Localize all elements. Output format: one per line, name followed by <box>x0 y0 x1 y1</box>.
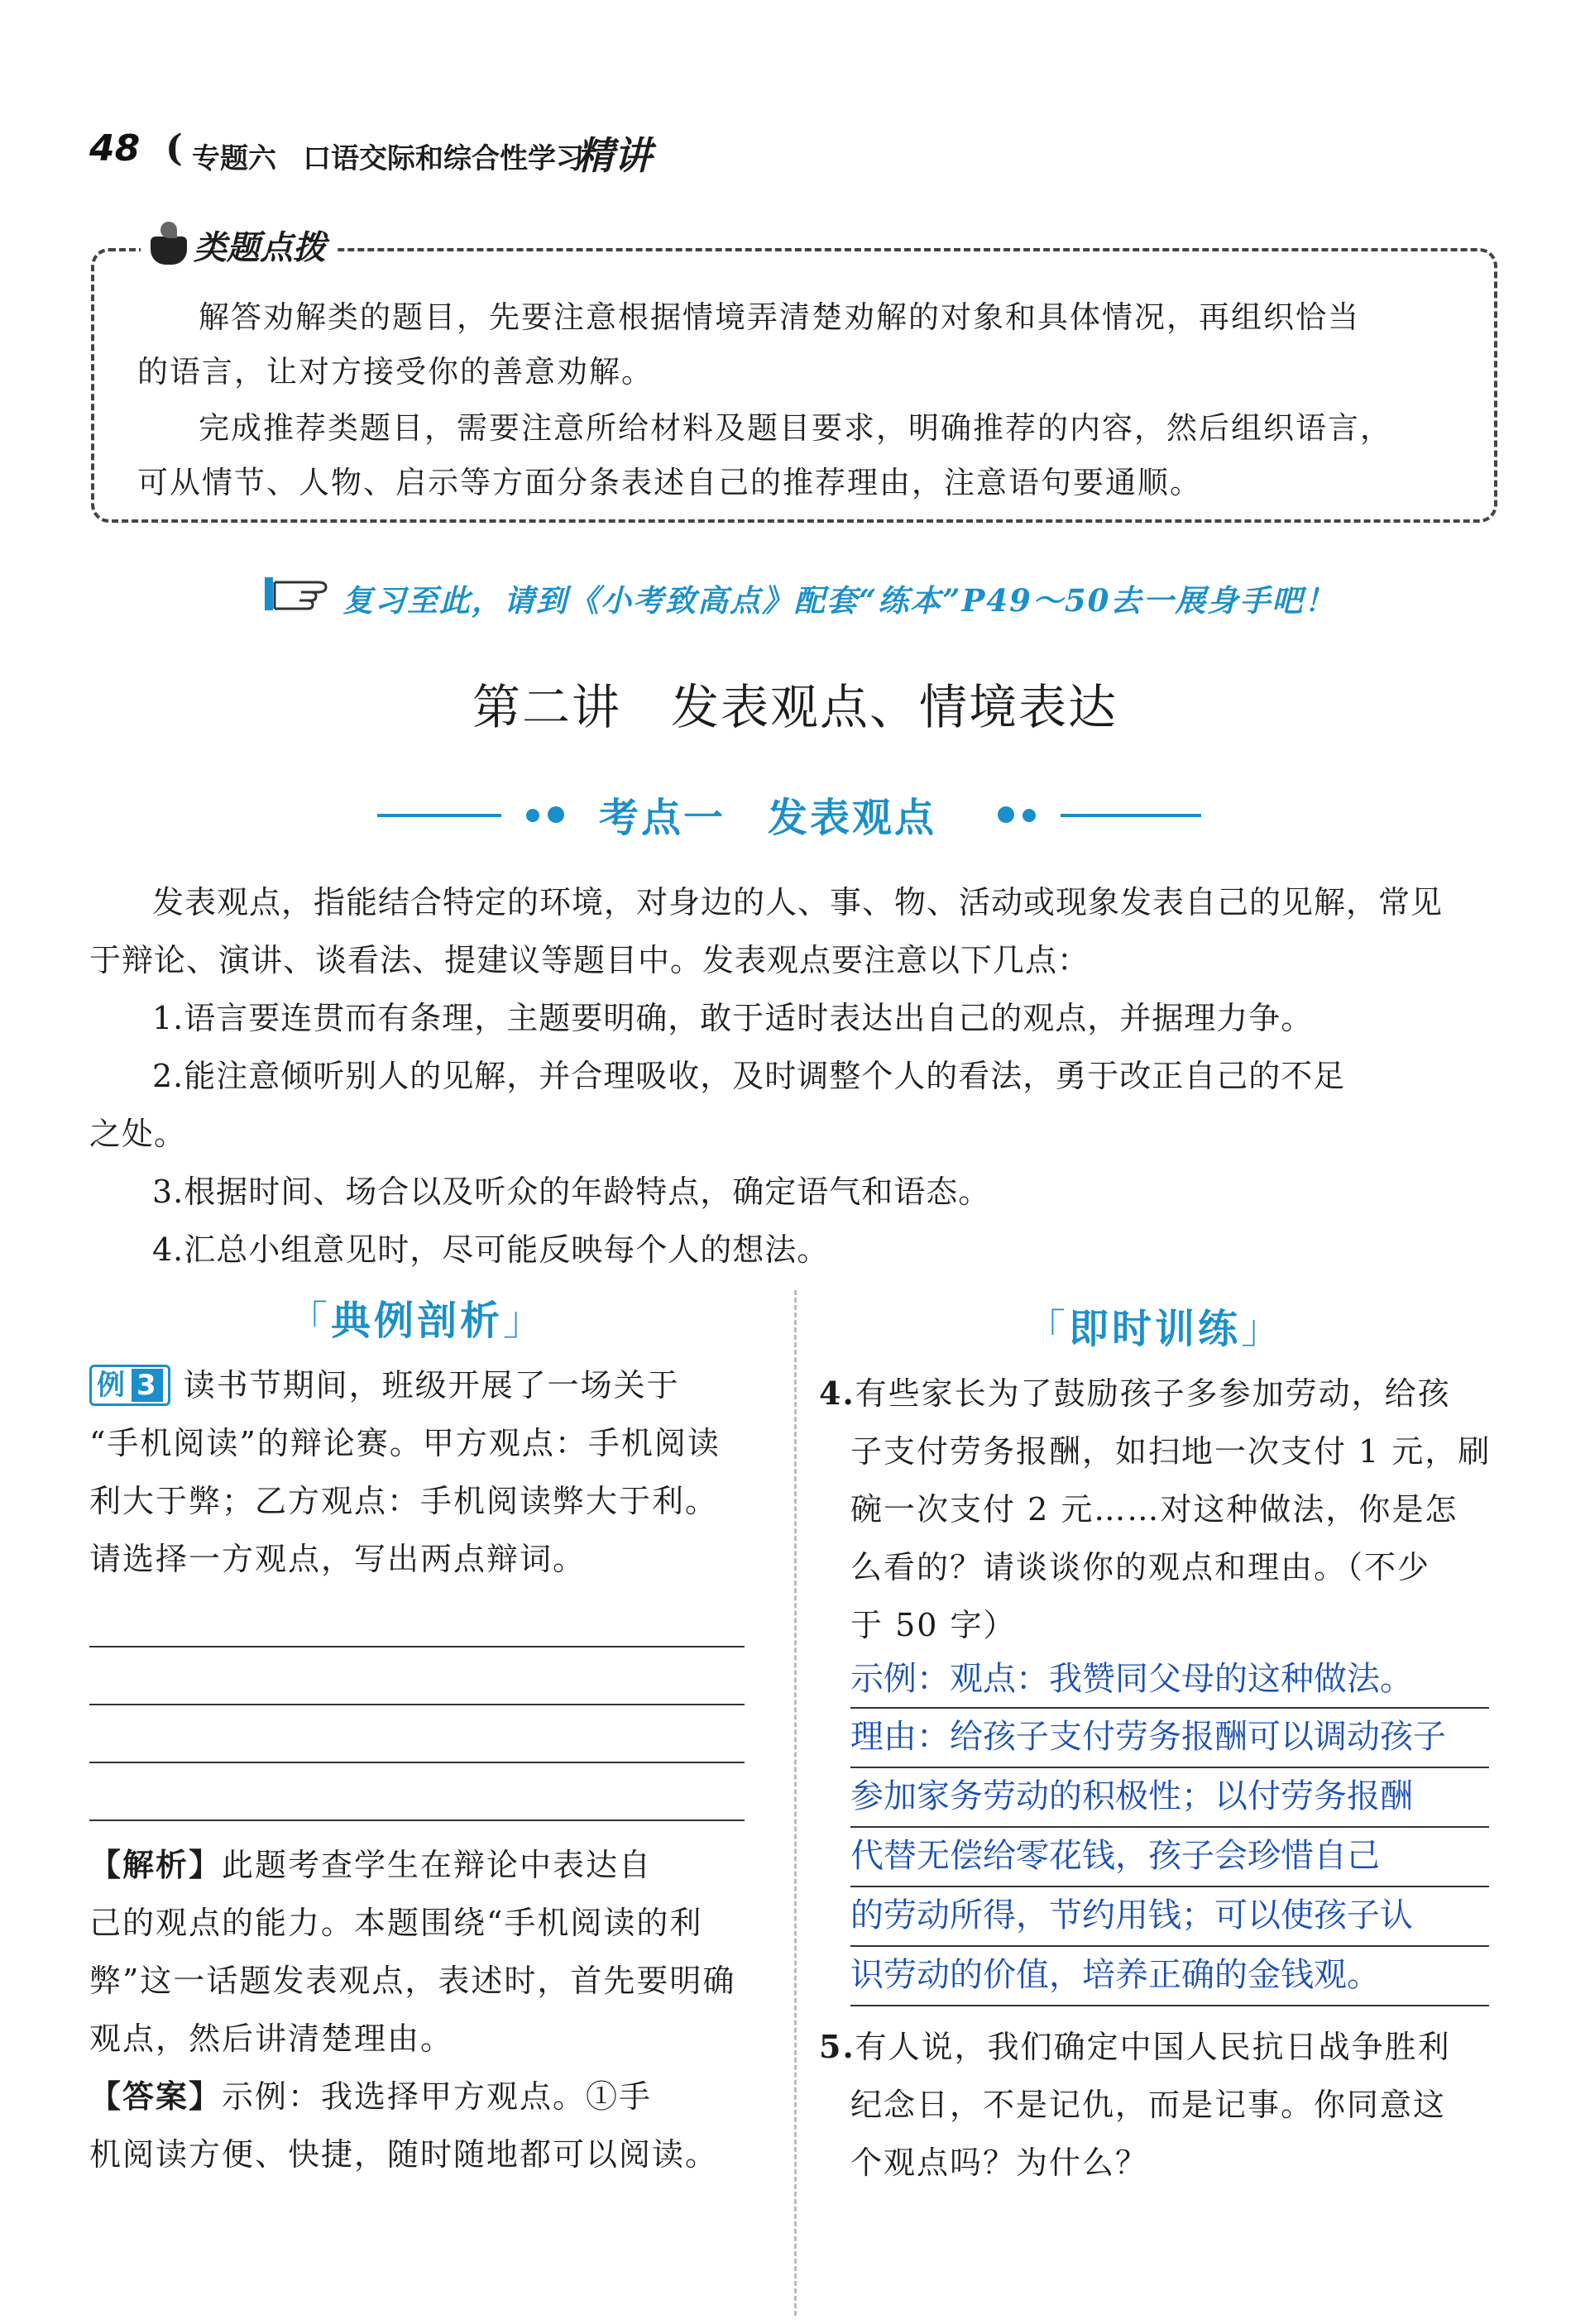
pointing-hand-icon <box>263 571 329 615</box>
section-heading <box>0 786 1590 844</box>
intro-line1: 发表观点，指能结合特定的环境，对身边的人、事、物、活动或现象发表自己的见解，常见 <box>152 884 1444 921</box>
answer-line1-text: 示例：我选择甲方观点。①手 <box>222 2078 653 2115</box>
plant-icon <box>151 237 187 265</box>
example-q-line3: 利大于弊；乙方观点：手机阅读弊大于利。 <box>89 1483 719 1519</box>
intro-line2: 于辩论、演讲、谈看法、提建议等题目中。发表观点要注意以下几点： <box>89 942 1090 978</box>
tip-title <box>141 222 336 269</box>
right-column-heading: 「即时训练」 <box>1026 1306 1285 1352</box>
point-1: 1.语言要连贯而有条理，主题要明确，敢于适时表达出自己的观点，并据理力争。 <box>152 1000 1314 1036</box>
q4-line1 <box>819 1365 1497 1423</box>
q5-number: 5. <box>819 2028 855 2065</box>
point-3: 3.根据时间、场合以及听众的年龄特点，确定语气和语态。 <box>152 1174 991 1210</box>
heading-dot <box>1022 809 1036 822</box>
q5-line2: 纪念日，不是记仇，而是记事。你同意这 <box>850 2087 1447 2123</box>
q4-answer-line1: 示例：观点：我赞同父母的这种做法。 <box>850 1660 1413 1698</box>
example-q-line1-text: 读书节期间，班级开展了一场关于 <box>183 1367 680 1403</box>
example-question-line1 <box>89 1356 751 1414</box>
example-q-line4: 请选择一方观点，写出两点辩词。 <box>89 1541 587 1577</box>
point-2-line2: 之处。 <box>89 1116 187 1152</box>
analysis-tag: 【解析】 <box>89 1846 223 1883</box>
answer-blank-line <box>89 1646 745 1647</box>
left-column-heading: 「典例剖析」 <box>288 1298 547 1344</box>
answer-tag: 【答案】 <box>89 2078 223 2115</box>
q4-line2: 子支付劳务报酬，如扫地一次支付 1 元，刷 <box>850 1433 1492 1470</box>
q4-answer-line3: 参加家务劳动的积极性；以付劳务报酬 <box>850 1777 1413 1815</box>
page-header <box>89 124 768 190</box>
q4-line3: 碗一次支付 2 元……对这种做法，你是怎 <box>850 1491 1458 1528</box>
page-number: 48 <box>89 127 141 170</box>
column-divider <box>794 1290 797 2316</box>
q4-answer-line2: 理由：给孩子支付劳务报酬可以调动孩子 <box>850 1718 1446 1756</box>
header-topic: 专题六 <box>192 142 276 175</box>
tip-para2-line1: 完成推荐类题目，需要注意所给材料及题目要求，明确推荐的内容，然后组织语言， <box>199 410 1392 446</box>
analysis-line1 <box>89 1836 751 1894</box>
section-heading-text: 考点一 发表观点 <box>599 795 937 841</box>
answer-line1 <box>89 2068 751 2126</box>
q5-line1-text: 有人说，我们确定中国人民抗日战争胜利 <box>855 2029 1451 2065</box>
tip-para2-line2: 可从情节、人物、启示等方面分条表述自己的推荐理由，注意语句要通顺。 <box>137 465 1202 500</box>
header-title: 口语交际和综合性学习 <box>303 142 584 175</box>
tip-para1-line2: 的语言，让对方接受你的善意劝解。 <box>137 354 654 390</box>
lecture-title: 第二讲 发表观点、情境表达 <box>472 679 1118 735</box>
right-heading-text: 即时训练 <box>1069 1306 1242 1352</box>
q4-answer-line6: 识劳动的价值，培养正确的金钱观。 <box>850 1956 1380 1994</box>
q4-number: 4. <box>819 1375 855 1412</box>
example-badge: 例 3 <box>89 1365 170 1406</box>
q4-answer-line5: 的劳动所得，节约用钱；可以使孩子认 <box>850 1896 1413 1934</box>
tip-box <box>91 248 1497 523</box>
tip-paragraph-1 <box>137 289 1461 346</box>
answer-rule <box>850 2005 1489 2006</box>
point-2-line1: 2.能注意倾听别人的见解，并合理吸收，及时调整个人的看法，勇于改正自己的不足 <box>152 1058 1346 1094</box>
answer-blank-line <box>89 1820 745 1821</box>
q4-line5: 于 50 字） <box>850 1607 1017 1643</box>
review-banner-text: 复习至此，请到《小考致高点》配套“练本”P49～50去一展身手吧！ <box>342 582 1337 619</box>
header-tag: 精讲 <box>576 133 652 178</box>
tip-title-text: 类题点拨 <box>194 228 326 267</box>
analysis-line1-text: 此题考查学生在辩论中表达自 <box>222 1847 653 1883</box>
q5-line3: 个观点吗？为什么？ <box>850 2145 1149 2181</box>
analysis-line4: 观点，然后讲清楚理由。 <box>89 2020 454 2057</box>
q4-line1-text: 有些家长为了鼓励孩子多参加劳动，给孩 <box>855 1375 1451 1412</box>
tip-para1-line1: 解答劝解类的题目，先要注意根据情境弄清楚劝解的对象和具体情况，再组织恰当 <box>199 299 1360 335</box>
heading-left-line <box>377 814 501 817</box>
answer-blank-line <box>89 1704 745 1705</box>
heading-dot <box>526 809 539 822</box>
q5-line1 <box>819 2018 1497 2076</box>
answer-blank-line <box>89 1762 745 1763</box>
answer-line2: 机阅读方便、快捷，随时随地都可以阅读。 <box>89 2136 719 2173</box>
review-banner <box>263 571 1339 620</box>
heading-dot <box>998 806 1014 823</box>
q4-line4: 么看的？请谈谈你的观点和理由。（不少 <box>850 1549 1431 1585</box>
example-q-line2: “手机阅读”的辩论赛。甲方观点：手机阅读 <box>89 1425 721 1461</box>
left-heading-text: 典例剖析 <box>331 1298 504 1344</box>
point-4: 4.汇总小组意见时，尽可能反映每个人的想法。 <box>152 1231 830 1268</box>
q4-answer-line4: 代替无偿给零花钱，孩子会珍惜自己 <box>850 1837 1380 1875</box>
analysis-line2: 己的观点的能力。本题围绕“手机阅读的利 <box>89 1905 703 1941</box>
header-bracket-decoration: ( <box>165 127 183 170</box>
analysis-line3: 弊”这一话题发表观点，表述时，首先要明确 <box>89 1963 736 1999</box>
heading-dot <box>548 806 564 823</box>
heading-right-line <box>1061 814 1201 817</box>
